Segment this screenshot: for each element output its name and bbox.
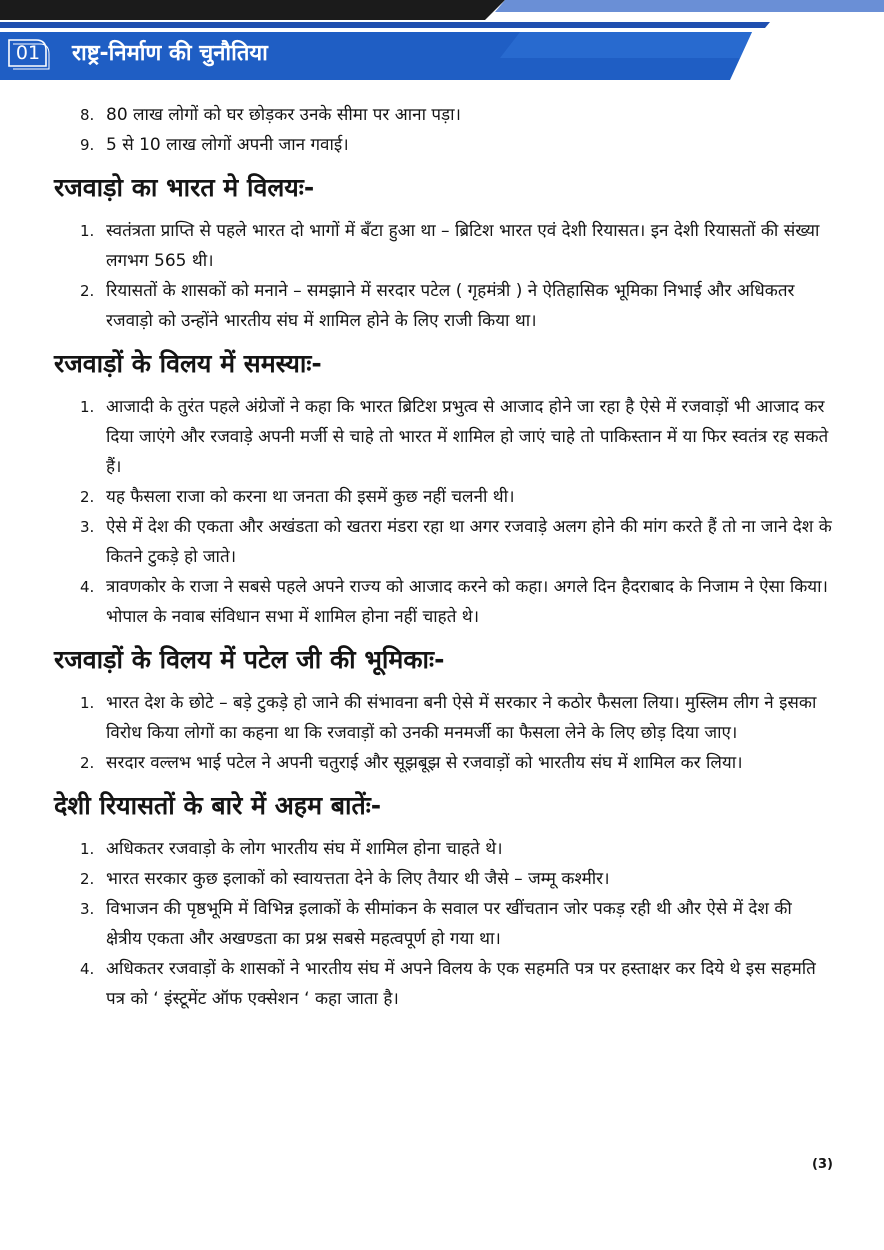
list-item xyxy=(54,100,832,130)
chapter-title: राष्ट्र-निर्माण की चुनौतिया xyxy=(72,41,268,66)
item-number: 2. xyxy=(80,870,95,888)
item-number: 1. xyxy=(80,222,95,240)
item-number: 2. xyxy=(80,282,95,300)
item-number: 2. xyxy=(80,488,95,506)
header-title-bar-shine xyxy=(500,32,752,58)
item-text: स्वतंत्रता प्राप्ति से पहले भारत दो भागों में बँटा हुआ था – ब्रिटिश भारत एवं देशी रियासत। इन देशी रियासतों की संख्या लगभग 565 थी। xyxy=(106,221,820,271)
list-item xyxy=(54,572,832,632)
header-blue-stripe xyxy=(0,22,770,28)
item-number: 4. xyxy=(80,960,95,978)
section-heading-key-points: देशी रियासतों के बारे में अहम बातेंः- xyxy=(54,791,382,820)
item-number: 3. xyxy=(80,518,95,536)
section-heading-problems: रजवाड़ों के विलय में समस्याः- xyxy=(54,349,322,378)
section-list xyxy=(54,392,832,632)
page-number: (3) xyxy=(812,1157,833,1172)
list-item xyxy=(54,482,832,512)
list-item xyxy=(54,748,832,778)
item-text: आजादी के तुरंत पहले अंग्रेजों ने कहा कि भारत ब्रिटिश प्रभुत्व से आजाद होने जा रहा है ऐसे में रजवाड़ों भी आजाद कर दिया जाएंगे और रजवाड़े अपनी मर्जी से चाहे तो भारत में शामिल हो जाएं चाहे तो पाकिस्तान में या फिर स्वतंत्र रह सकते हैं। xyxy=(106,397,829,477)
item-text: यह फैसला राजा को करना था जनता की इसमें कुछ नहीं चलनी थी। xyxy=(106,487,515,507)
item-number: 1. xyxy=(80,398,95,416)
section-heading-patel-role: रजवाड़ों के विलय में पटेल जी की भूमिकाः- xyxy=(54,645,445,674)
list-item xyxy=(54,392,832,482)
item-text: त्रावणकोर के राजा ने सबसे पहले अपने राज्य को आजाद करने को कहा। अगले दिन हैदराबाद के निजाम ने ऐसा किया। भोपाल के नवाब संविधान सभा में शामिल होना नहीं चाहते थे। xyxy=(106,577,828,627)
list-item xyxy=(54,834,832,864)
item-number: 9. xyxy=(80,136,95,154)
item-text: सरदार वल्लभ भाई पटेल ने अपनी चतुराई और सूझबूझ से रजवाड़ों को भारतीय संघ में शामिल कर लिया। xyxy=(106,753,743,773)
item-text: 5 से 10 लाख लोगों अपनी जान गवाई। xyxy=(106,135,349,155)
section-list xyxy=(54,834,832,1014)
section-list xyxy=(54,216,832,336)
list-item xyxy=(54,864,832,894)
item-text: विभाजन की पृष्ठभूमि में विभिन्न इलाकों के सीमांकन के सवाल पर खींचतान जोर पकड़ रही थी और ऐसे में देश की क्षेत्रीय एकता और अखण्डता का प्रश्न सबसे महत्वपूर्ण हो गया था। xyxy=(106,899,792,949)
item-number: 1. xyxy=(80,694,95,712)
header-dark-stripe xyxy=(0,0,505,20)
section-list xyxy=(54,688,832,778)
section-heading-merger: रजवाड़ो का भारत मे विलयः- xyxy=(54,173,315,202)
item-number: 2. xyxy=(80,754,95,772)
item-text: अधिकतर रजवाड़ों के शासकों ने भारतीय संघ में अपने विलय के एक सहमति पत्र पर हस्ताक्षर कर दिये थे इस सहमति पत्र को ‘ इंस्टूमेंट ऑफ एक्सेशन ‘ कहा जाता है। xyxy=(106,959,816,1009)
page-content xyxy=(54,100,832,1014)
item-text: अधिकतर रजवाड़ो के लोग भारतीय संघ में शामिल होना चाहते थे। xyxy=(106,839,503,859)
list-item xyxy=(54,130,832,160)
list-item xyxy=(54,216,832,276)
item-number: 1. xyxy=(80,840,95,858)
chapter-number: 01 xyxy=(15,42,41,64)
item-number: 4. xyxy=(80,578,95,596)
intro-list xyxy=(54,100,832,160)
list-item xyxy=(54,954,832,1014)
header-light-stripe xyxy=(495,0,884,12)
list-item xyxy=(54,688,832,748)
item-text: भारत देश के छोटे – बड़े टुकड़े हो जाने की संभावना बनी ऐसे में सरकार ने कठोर फैसला लिया। मुस्लिम लीग ने इसका विरोध किया लोगों का कहना था कि रजवाड़ों को उनकी मनमर्जी का फैसला लेने के लिए छोड़ दिया जाए। xyxy=(106,693,817,743)
item-number: 8. xyxy=(80,106,95,124)
item-text: भारत सरकार कुछ इलाकों को स्वायत्तता देने के लिए तैयार थी जैसे – जम्मू कश्मीर। xyxy=(106,869,610,889)
list-item xyxy=(54,512,832,572)
item-text: 80 लाख लोगों को घर छोड़कर उनके सीमा पर आना पड़ा। xyxy=(106,105,461,125)
item-text: ऐसे में देश की एकता और अखंडता को खतरा मंडरा रहा था अगर रजवाड़े अलग होने की मांग करते हैं तो ना जाने देश के कितने टुकड़े हो जाते। xyxy=(106,517,832,567)
item-text: रियासतों के शासकों को मनाने – समझाने में सरदार पटेल ( गृहमंत्री ) ने ऐतिहासिक भूमिका निभाई और अधिकतर रजवाड़ो को उन्होंने भारतीय संघ में शामिल होने के लिए राजी किया था। xyxy=(106,281,795,331)
list-item xyxy=(54,894,832,954)
list-item xyxy=(54,276,832,336)
item-number: 3. xyxy=(80,900,95,918)
